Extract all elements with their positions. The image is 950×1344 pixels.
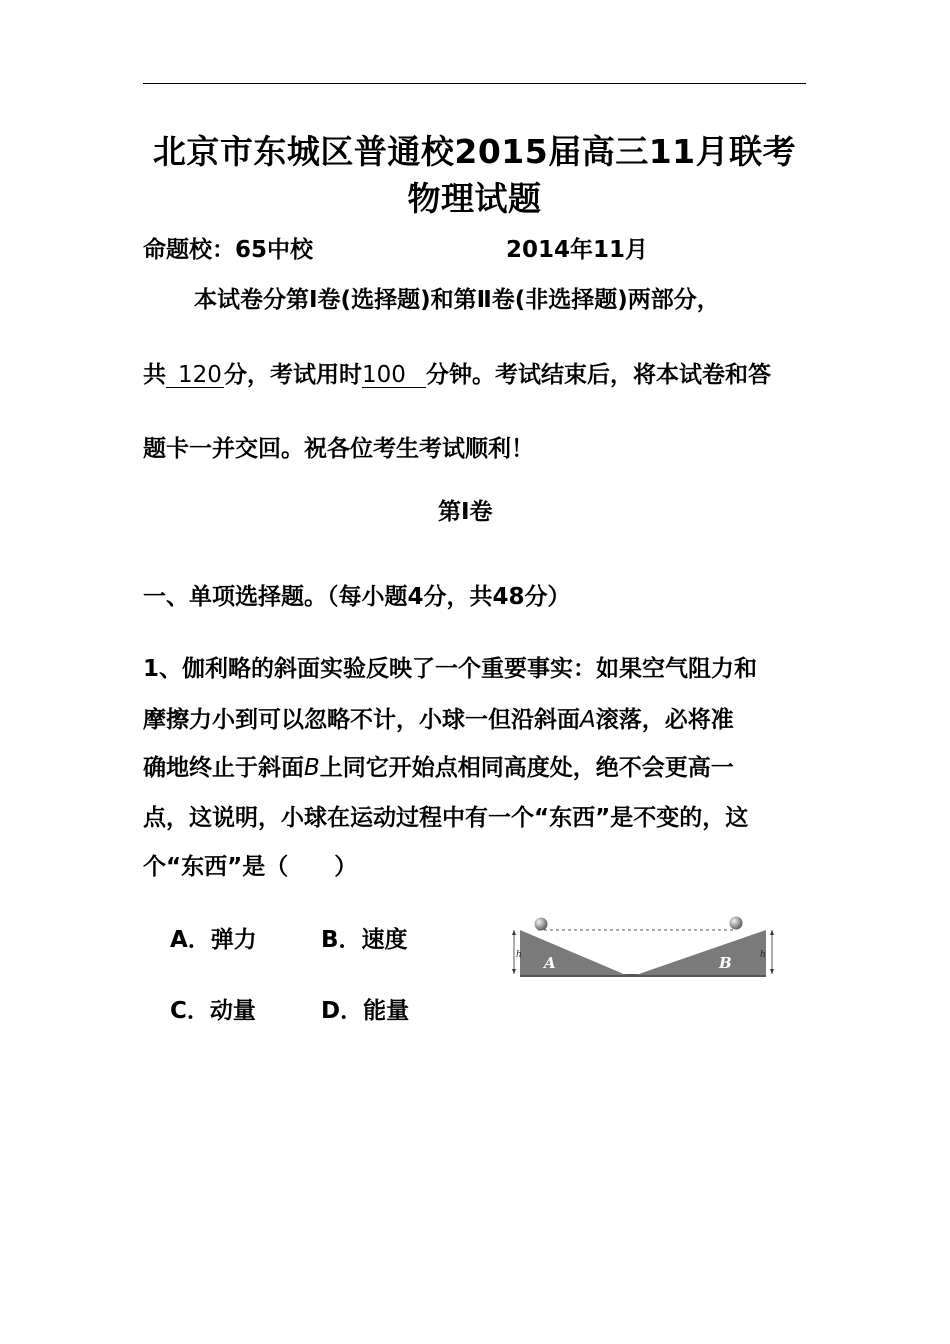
question-1-line-2: 摩擦力小到可以忽略不计，小球一但沿斜面A滚落，必将准 [143, 707, 734, 733]
question-1-line-4: 点，这说明，小球在运动过程中有一个“东西”是不变的，这 [143, 805, 749, 831]
slope-b-shape [636, 930, 766, 975]
option-b[interactable]: B．速度 [321, 927, 408, 953]
total-score: 120 [166, 363, 224, 388]
school-label: 命题校：65中校 [143, 237, 314, 263]
ball-start [535, 918, 548, 931]
figure-label-b: B [719, 954, 732, 972]
question-1-line-5: 个“东西”是（ ） [143, 854, 358, 880]
intro-line-3: 题卡一并交回。祝各位考生考试顺利！ [143, 436, 534, 462]
slope-a-shape [520, 930, 626, 975]
intro-suffix: 分钟。考试结束后，将本试卷和答 [426, 362, 771, 388]
intro-line-1: 本试卷分第Ⅰ卷(选择题)和第Ⅱ卷(非选择题)两部分， [194, 287, 720, 313]
exam-title: 北京市东城区普通校2015届高三11月联考 [152, 132, 797, 171]
section-heading: 一、单项选择题。（每小题4分，共48分） [143, 584, 571, 610]
height-label-left: h [516, 950, 522, 960]
ball-end [730, 917, 743, 930]
incline-figure [508, 912, 778, 984]
intro-prefix: 共 [143, 362, 166, 388]
header-rule [143, 83, 806, 84]
question-1-line-1: 1、伽利略的斜面实验反映了一个重要事实：如果空气阻力和 [143, 656, 758, 682]
exam-subject: 物理试题 [407, 179, 542, 218]
slope-b-label: B [304, 755, 320, 781]
question-1-line-3: 确地终止于斜面B上同它开始点相同高度处，绝不会更高一 [143, 755, 734, 781]
option-d[interactable]: D．能量 [321, 998, 410, 1024]
height-label-right: h [760, 950, 766, 960]
option-a[interactable]: A．弹力 [170, 927, 257, 953]
slope-a-label: A [580, 707, 596, 733]
figure-label-a: A [544, 954, 556, 972]
exam-date: 2014年11月 [506, 237, 649, 263]
intro-mid: 分，考试用时 [224, 362, 362, 388]
volume-heading: 第Ⅰ卷 [438, 499, 493, 525]
exam-duration: 100 [362, 363, 426, 388]
option-c[interactable]: C．动量 [170, 998, 256, 1024]
intro-line-2 [143, 359, 771, 391]
